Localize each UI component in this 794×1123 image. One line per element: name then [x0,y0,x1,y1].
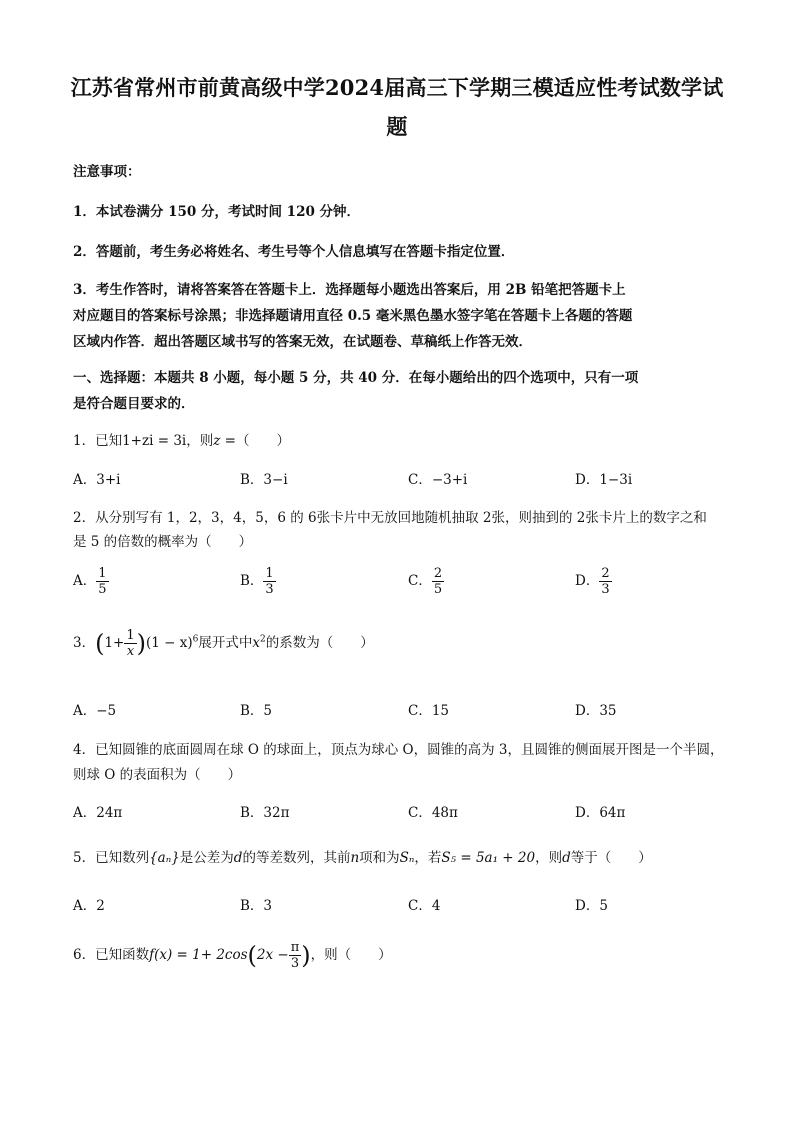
q1-option-a[interactable]: A．3+i [73,472,121,488]
q2-option-b-label: B． [240,573,264,589]
q6-fraction: $\frac{\pi}{3}$ [290,940,300,971]
q2-option-c-label: C． [408,573,432,589]
q2-option-a-fraction: $\frac{1}{5}$ [98,566,107,597]
q3-prefix: 3． [73,635,96,651]
q3-option-b[interactable]: B．5 [240,703,273,719]
notes-item-3-line3: 区域内作答．超出答题区域书写的答案无效，在试题卷、草稿纸上作答无效． [73,334,532,350]
notes-item-3-line2: 对应题目的答案标号涂黑；非选择题请用直径 0.5 毫米黑色墨水签字笔在答题卡上各题的答题 [73,308,633,324]
q6-prefix: 6．已知函数 [73,947,150,963]
section-heading-line2: 是符合题目要求的． [73,396,195,412]
question-4-line2: 则球 O 的表面积为（ ） [73,767,242,783]
q4-option-d[interactable]: D．64π [575,805,626,821]
q5-sn: Sₙ [399,850,415,866]
question-5 [73,846,733,866]
q5-option-d[interactable]: D．5 [575,898,608,914]
q1-prefix: 1．已知 [73,433,123,449]
q3-xvar: x [252,635,261,651]
q2-option-d[interactable] [575,566,612,597]
q1-suffix: （ ） [235,433,290,449]
q5-text-1: 5．已知数列 [73,850,150,866]
q5-condition: S₅ = 5a₁ + 20 [441,850,536,866]
q2-option-c-fraction: $\frac{2}{5}$ [433,566,443,597]
q3-expr-a: 1+ [104,635,125,651]
q5-text-2: 是公差为 [179,850,234,866]
q1-expression: 1+zi = 3i [122,433,187,449]
q5-n: n [350,850,360,866]
q5-text-7: 等于（ ） [570,850,652,866]
question-2-line2: 是 5 的倍数的概率为（ ） [73,534,253,550]
q2-option-d-fraction: $\frac{2}{3}$ [601,566,610,597]
section-heading-line1: 一、选择题：本题共 8 小题，每小题 5 分，共 40 分．在每小题给出的四个选项中，只有一项 [73,370,639,386]
question-4-line1: 4．已知圆锥的底面圆周在球 O 的球面上，顶点为球心 O，圆锥的高为 3，且圆锥的侧面展开图是一个半圆， [73,742,724,758]
q2-option-b[interactable] [240,566,276,597]
q1-option-b[interactable]: B．3−i [240,472,288,488]
q5-option-a[interactable]: A．2 [73,898,105,914]
notes-item-2: 2．答题前，考生务必将姓名、考生号等个人信息填写在答题卡指定位置． [73,244,515,260]
q5-sequence: {aₙ} [149,850,180,866]
q5-d2: d [562,850,571,866]
q5-option-c[interactable]: C．4 [408,898,441,914]
q3-text: 展开式中 [198,635,253,651]
question-6: 6．已知函数f(x) = 1+ 2cos(2x − $\frac{\pi}{3}$ )，则（ ） [73,940,392,971]
q3-exponent-2: 2 [260,634,266,645]
q4-option-c[interactable]: C．48π [408,805,458,821]
q6-function: f(x) = 1+ 2cos [149,947,248,963]
q3-option-c[interactable]: C．15 [408,703,450,719]
q4-option-a[interactable]: A．24π [73,805,123,821]
q1-option-c[interactable]: C．−3+i [408,472,468,488]
q1-mid: ，则 [186,433,214,449]
question-1 [73,429,733,449]
exam-title-line1: 江苏省常州市前黄高级中学2024届高三下学期三模适应性考试数学试 [70,75,724,100]
q3-fraction: $\frac{1}{x}$ [126,628,135,659]
q1-option-d[interactable]: D．1−3i [575,472,633,488]
q2-option-c[interactable] [408,566,444,597]
q1-ask: z = [213,433,236,449]
q3-expr-b: (1 − x) [146,635,193,651]
q3-suffix: 的系数为（ ） [265,635,374,651]
q4-option-b[interactable]: B．32π [240,805,290,821]
q5-text-3: 的等差数列，其前 [242,850,351,866]
q5-text-4: 项和为 [359,850,400,866]
q2-option-b-fraction: $\frac{1}{3}$ [265,566,274,597]
q5-text-5: ，若 [414,850,442,866]
q2-option-a-label: A． [73,573,97,589]
notes-item-3-line1: 3．考生作答时，请将答案答在答题卡上．选择题每小题选出答案后，用 2B 铅笔把答题卡上 [73,282,626,298]
q3-option-a[interactable]: A．−5 [73,703,117,719]
question-2-line1: 2．从分别写有 1，2，3，4，5，6 的 6张卡片中无放回地随机抽取 2张，则抽到的 2张卡片上的数字之和 [73,510,707,526]
exam-title-line2: 题 [386,114,408,139]
q3-option-d[interactable]: D．35 [575,703,617,719]
q5-option-b[interactable]: B．3 [240,898,273,914]
q2-option-d-label: D． [575,573,600,589]
notes-item-1: 1．本试卷满分 150 分，考试时间 120 分钟． [73,204,361,220]
notes-heading: 注意事项： [73,164,141,180]
q3-exponent-6: 6 [192,634,199,645]
question-3: 3．(1+ $\frac{1}{x}$ )$(1 - x)^6$展开式中$x^2$的系数为（ ） [73,628,374,659]
q6-suffix: ，则（ ） [310,947,392,963]
q2-option-a[interactable] [73,566,109,597]
q5-d: d [233,850,243,866]
q5-text-6: ，则 [535,850,563,866]
q6-inner: 2x − [256,947,289,963]
